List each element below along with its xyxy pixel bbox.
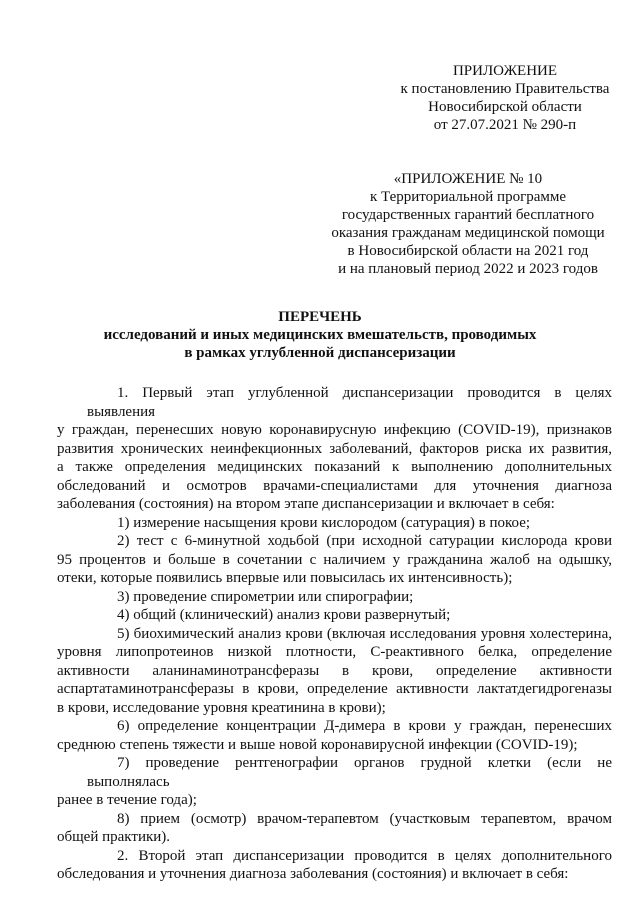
annex10-line: к Территориальной программе xyxy=(369,189,567,205)
annex-header-line: к постановлению Правительства xyxy=(400,81,610,97)
paragraph-line: отеки, которые появились впервые или повысилась их интенсивность); xyxy=(57,570,513,586)
paragraph xyxy=(57,754,612,810)
paragraph-line: у граждан, перенесших новую коронавирусную инфекцию (COVID-19), признаков xyxy=(57,422,612,438)
paragraph xyxy=(57,625,612,718)
paragraph xyxy=(57,384,612,514)
paragraph xyxy=(57,532,612,588)
paragraph xyxy=(57,847,612,884)
document-body xyxy=(57,384,612,884)
paragraph-line: 2) тест с 6-минутной ходьбой (при исходной сатурации кислорода крови xyxy=(117,533,612,549)
title-line: ПЕРЕЧЕНЬ xyxy=(278,309,362,325)
paragraph xyxy=(87,514,612,533)
paragraph-line: 3) проведение спирометрии или спирографии; xyxy=(117,588,414,605)
annex-header-line: от 27.07.2021 № 290-п xyxy=(433,117,577,133)
paragraph-line: аспартатаминотрансферазы в крови, определение активности лактатдегидрогеназы xyxy=(57,681,612,697)
paragraph-line: 5) биохимический анализ крови (включая исследования уровня холестерина, xyxy=(117,625,612,642)
annex-header xyxy=(380,62,630,134)
paragraph-line: 1) измерение насыщения крови кислородом (сатурация) в покое; xyxy=(117,514,531,531)
paragraph-line: 6) определение концентрации Д-димера в крови у граждан, перенесших xyxy=(117,718,612,734)
paragraph xyxy=(57,717,612,754)
annex-header-line: ПРИЛОЖЕНИЕ xyxy=(452,63,558,79)
paragraph xyxy=(87,606,612,625)
annex10-line: и на плановый период 2022 и 2023 годов xyxy=(338,261,598,277)
paragraph-line: а также определения медицинских показаний к выполнению дополнительных xyxy=(57,459,612,475)
annex10-line: «ПРИЛОЖЕНИЕ № 10 xyxy=(393,171,543,187)
annex-header-line: Новосибирской области xyxy=(428,99,582,115)
annex10-line: в Новосибирской области на 2021 год xyxy=(347,243,589,259)
annex10-header xyxy=(320,170,616,278)
paragraph-line: развития хронических неинфекционных заболеваний, факторов риска их развития, xyxy=(57,440,612,457)
paragraph-line: 8) прием (осмотр) врачом-терапевтом (участковым терапевтом, врачом xyxy=(117,810,612,827)
paragraph xyxy=(57,810,612,847)
title-line: исследований и иных медицинских вмешательств, проводимых xyxy=(103,327,537,343)
paragraph-line: обследования и уточнения диагноза заболевания (состояния) и включает в себя: xyxy=(57,866,569,882)
document-title xyxy=(0,308,640,362)
annex10-line: государственных гарантий бесплатного xyxy=(341,207,595,223)
annex10-line: оказания гражданам медицинской помощи xyxy=(331,225,605,241)
paragraph-line: уровня липопротеинов низкой плотности, С-реактивного белка, определение xyxy=(57,644,612,660)
paragraph-line: общей практики). xyxy=(57,829,171,845)
paragraph-line: заболевания (состояния) на втором этапе диспансеризации и включает в себя: xyxy=(57,496,555,512)
paragraph xyxy=(87,588,612,607)
paragraph-line: ранее в течение года); xyxy=(57,792,197,808)
paragraph-line: среднюю степень тяжести и выше новой коронавирусной инфекции (COVID-19); xyxy=(57,736,578,753)
paragraph-line: 2. Второй этап диспансеризации проводится в целях дополнительного xyxy=(117,847,612,864)
paragraph-line: обследований и осмотров врачами-специалистами для уточнения диагноза xyxy=(57,477,612,494)
paragraph-line: активности аланинаминотрансферазы в крови, определение активности xyxy=(57,662,612,679)
paragraph-line: 1. Первый этап углубленной диспансеризации проводится в целях выявления xyxy=(87,385,612,420)
paragraph-line: 4) общий (клинический) анализ крови развернутый; xyxy=(117,607,451,623)
title-line: в рамках углубленной диспансеризации xyxy=(184,345,456,361)
paragraph-line: 7) проведение рентгенографии органов грудной клетки (если не выполнялась xyxy=(87,755,612,790)
paragraph-line: в крови, исследование уровня креатинина в крови); xyxy=(57,699,386,716)
paragraph-line: 95 процентов и больше в сочетании с наличием у гражданина жалоб на одышку, xyxy=(57,551,612,568)
